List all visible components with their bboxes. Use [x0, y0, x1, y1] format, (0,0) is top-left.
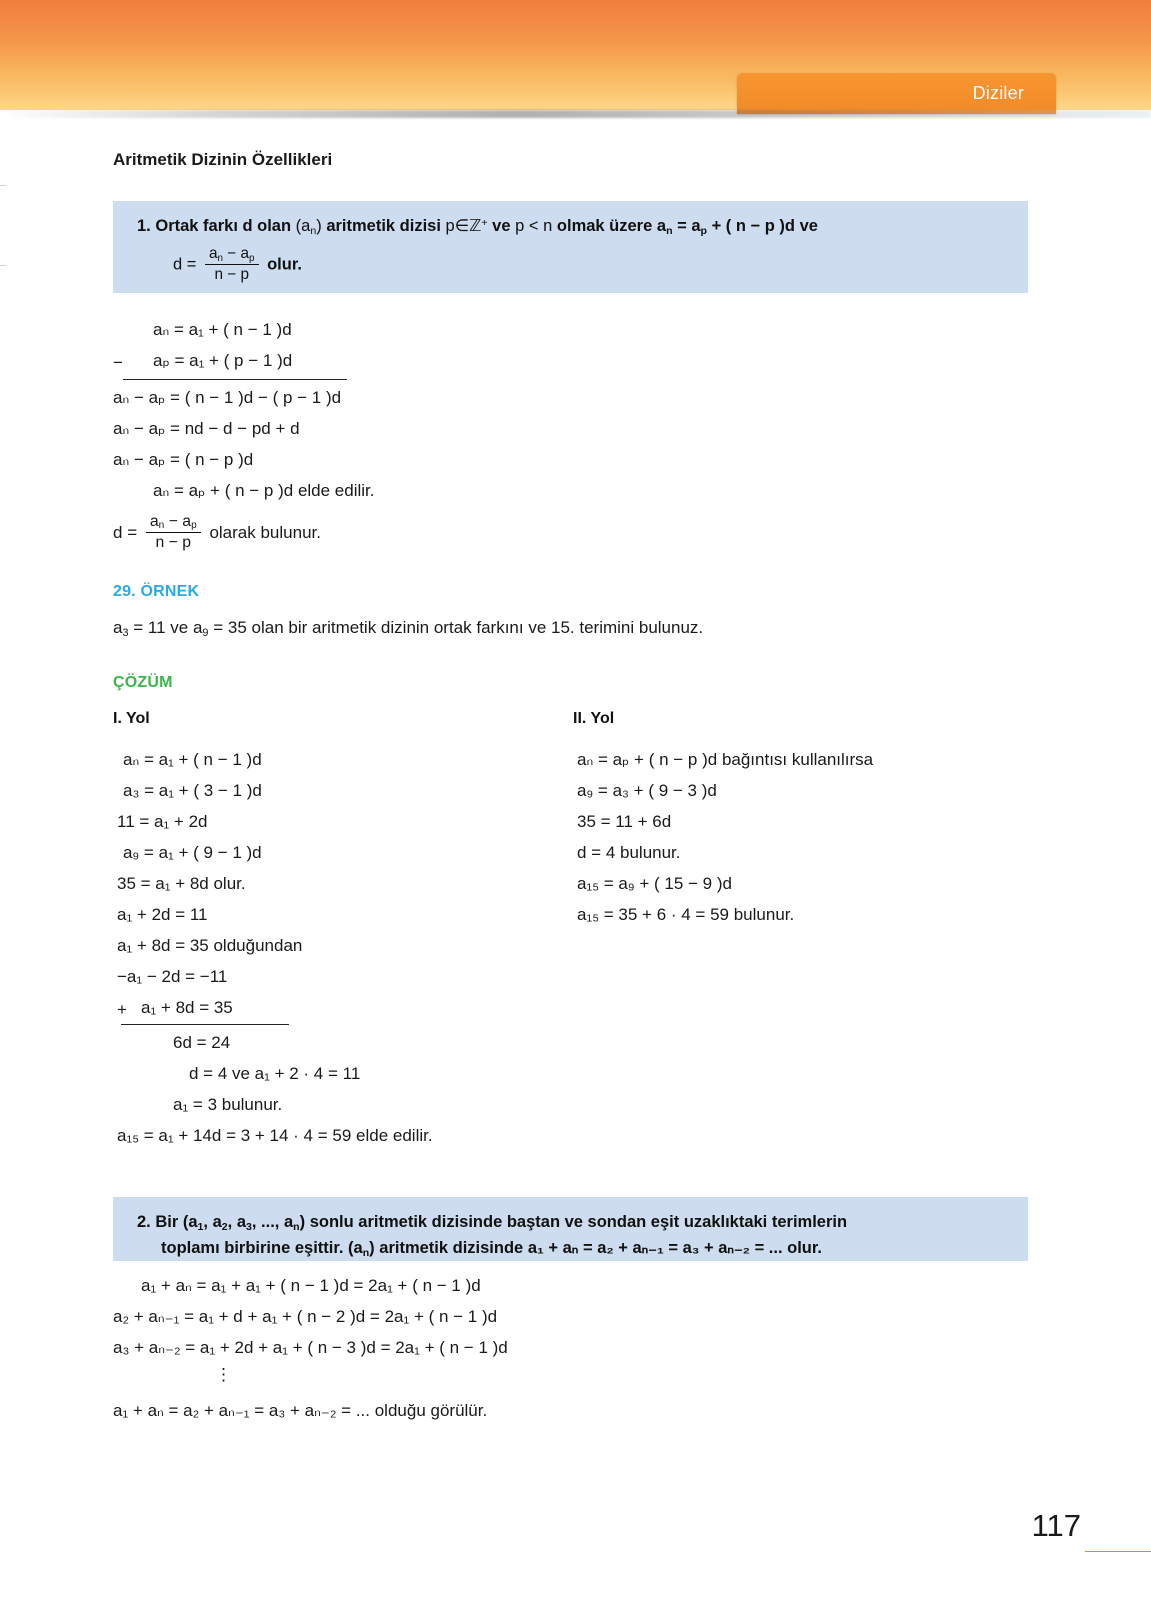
rule-1-formula-rest: + ( n − p )d: [711, 217, 795, 235]
rule-2-text-a: Bir: [155, 1213, 179, 1231]
addition-operator: +: [117, 999, 127, 1019]
rule-1-text-b: aritmetik dizisi: [326, 217, 441, 235]
rule-2-seq-sub-2: 2: [221, 1220, 228, 1233]
derivation-1-final-d: d: [113, 522, 123, 542]
page-number: 117: [1031, 1508, 1081, 1543]
method-1-line-text: a₁ + 8d = 35: [141, 997, 233, 1017]
derivation-1-line: aₙ − aₚ = nd − d − pd + d: [113, 418, 300, 438]
rule-1-cond-lt: <: [528, 217, 539, 235]
rule-2-line2-seq-open: (a: [348, 1238, 363, 1257]
method-2-line: d = 4 bulunur.: [577, 842, 681, 862]
derivation-2-line: a₃ + aₙ₋₂ = a₁ + 2d + a₁ + ( n − 3 )d = 2a₁ + ( n − 1 )d: [113, 1337, 508, 1357]
rule-2-sequence: ($a_1$, $a_2$, $a_3$, ..., $a_n$): [182, 1213, 306, 1233]
edge-mark-bottom: [0, 265, 6, 266]
rule-1-formula-a-sub: n: [666, 224, 673, 237]
solution-heading: ÇÖZÜM: [113, 674, 173, 691]
rule-2-text-b: sonlu aritmetik dizisinde baştan ve sondan eşit uzaklıktaki terimlerin: [309, 1213, 848, 1231]
rule-box-1: [113, 201, 1028, 293]
method-1-line: −a₁ − 2d = −11: [117, 966, 228, 986]
method-2-line: a₉ = a₃ + ( 9 − 3 )d: [577, 780, 717, 800]
rule-1-frac-num-a-sub: n: [217, 252, 224, 264]
method-1-line: 11 = a₁ + 2d: [117, 811, 208, 831]
method-1-line: 6d = 24: [173, 1033, 231, 1053]
method-1-line: a₉ = a₁ + ( 9 − 1 )d: [123, 842, 262, 862]
example-mid1: = 11 ve a: [133, 618, 203, 637]
method-1-rule-line: [121, 1024, 289, 1025]
rule-2-number: 2.: [137, 1213, 151, 1231]
chapter-tab-label: Diziler: [972, 83, 1024, 103]
derivation-1-fraction: [146, 513, 201, 552]
derivation-1-line: aₙ − aₚ = ( n − 1 )d − ( p − 1 )d: [113, 387, 342, 407]
rule-2-line2-formula: a₁ + aₙ = a₂ + aₙ₋₁ = a₃ + aₙ₋₂ = ...: [527, 1238, 783, 1257]
method-1-heading: I. Yol: [113, 710, 150, 727]
rule-box-1-line-1: [137, 215, 1006, 239]
rule-1-seq-sub: n: [310, 224, 317, 237]
derivation-1-line: aₙ = a₁ + ( n − 1 )d: [153, 320, 292, 339]
method-1-line: a₁ + 8d = 35 olduğundan: [117, 935, 303, 955]
rule-1-fraction-numerator: [205, 245, 258, 265]
rule-1-eq: =: [186, 255, 197, 274]
method-1-block: [117, 745, 433, 1152]
method-2-line: 35 = 11 + 6d: [577, 811, 672, 831]
derivation-block-2: [113, 1271, 508, 1427]
derivation-2-line: a₂ + aₙ₋₁ = a₁ + d + a₁ + ( n − 2 )d = 2a₁ + ( n − 1 )d: [113, 1306, 498, 1326]
derivation-1-line: aₙ − aₚ = ( n − p )d: [113, 449, 254, 469]
rule-2-seq-list-1: , a: [203, 1213, 222, 1231]
rule-2-line2-a: toplamı birbirine eşittir.: [161, 1238, 344, 1257]
rule-box-2: [113, 1197, 1028, 1261]
method-1-line: a₁₅ = a₁ + 14d = 3 + 14 · 4 = 59 elde edilir.: [117, 1126, 433, 1146]
rule-2-seq-sub-n: n: [293, 1220, 300, 1233]
method-2-block: [577, 745, 873, 931]
rule-1-formula-eq: =: [677, 217, 687, 235]
rule-2-seq-sub-1: 1: [197, 1220, 204, 1233]
rule-1-text-c: ve: [492, 217, 511, 235]
rule-2-line2-b: aritmetik dizisinde: [379, 1238, 524, 1257]
rule-1-text-e: ve: [799, 217, 818, 235]
method-2-line: aₙ = aₚ + ( n − p )d bağıntısı kullanılırsa: [577, 750, 874, 769]
derivation-1-frac-num-b: − a: [168, 512, 192, 530]
method-1-line: a₃ = a₁ + ( 3 − 1 )d: [123, 780, 262, 800]
subtraction-operator: −: [113, 352, 123, 372]
rule-1-formula-ap: a: [691, 217, 701, 235]
example-a-sub2: 9: [202, 627, 209, 640]
rule-1-text-a: Ortak farkı d olan: [155, 217, 292, 235]
rule-1-cond-z: ℤ: [469, 217, 482, 235]
method-1-line: [117, 993, 433, 1024]
example-mid2: = 35 olan bir aritmetik dizinin ortak farkını ve 15. terimini bulunuz.: [213, 618, 704, 637]
rule-1-cond-zsup: +: [481, 216, 488, 229]
rule-1-fraction-denominator: n − p: [214, 265, 250, 283]
method-1-line: d = 4 ve a₁ + 2 · 4 = 11: [189, 1064, 361, 1084]
derivation-2-vertical-dots: ⋮: [215, 1364, 232, 1384]
rule-1-formula-ap-sub: p: [700, 224, 707, 237]
rule-1-cond-p2: p: [515, 217, 525, 235]
derivation-block-1: [113, 315, 375, 552]
derivation-1-line: aₙ = aₚ + ( n − p )d elde edilir.: [153, 480, 375, 500]
rule-2-line2-end: olur.: [787, 1238, 822, 1257]
derivation-1-rule-line: [123, 379, 347, 380]
derivation-1-frac-num-a-sub: n: [158, 520, 165, 532]
derivation-2-final-line: a₁ + aₙ = a₂ + aₙ₋₁ = a₃ + aₙ₋₂ = ... olduğu görülür.: [113, 1400, 488, 1420]
rule-1-text-d: olmak üzere: [556, 217, 653, 235]
rule-1-formula-a: a: [656, 217, 667, 235]
example-a-sub1: 3: [122, 627, 129, 640]
derivation-1-frac-num-a: a: [149, 512, 159, 530]
rule-1-frac-num-b-sub: p: [249, 252, 255, 264]
method-1-line: 35 = a₁ + 8d olur.: [117, 873, 246, 893]
rule-box-2-line-1: [137, 1211, 1006, 1235]
rule-1-seq-close: ): [316, 217, 322, 235]
rule-1-sequence: [296, 217, 322, 235]
rule-2-seq-open: (a: [182, 1213, 198, 1231]
rule-2-line2-seq-sub: n: [362, 1246, 370, 1259]
rule-2-seq-close: ): [299, 1213, 306, 1231]
footer-rule: [1085, 1551, 1151, 1552]
rule-2-seq-sub-3: 3: [246, 1220, 252, 1233]
method-2-line: a₁₅ = 35 + 6 · 4 = 59 bulunur.: [577, 904, 795, 924]
rule-1-seq-open: (a: [295, 217, 311, 235]
method-1-line: aₙ = a₁ + ( n − 1 )d: [123, 750, 262, 769]
rule-1-fraction: [205, 245, 258, 283]
example-a: a: [113, 618, 123, 637]
rule-box-2-line-2: [137, 1237, 1006, 1261]
method-1-line: a₁ + 2d = 11: [117, 904, 208, 924]
derivation-1-final-line: [113, 513, 375, 552]
rule-1-frac-num-a: a: [209, 244, 218, 262]
derivation-1-final-tail: olarak bulunur.: [209, 522, 321, 542]
example-heading: 29. ÖRNEK: [113, 583, 200, 600]
rule-1-frac-num-b: − a: [227, 244, 250, 262]
rule-1-cond-in: ∈: [454, 217, 470, 235]
derivation-1-line-text: aₚ = a₁ + ( p − 1 )d: [153, 350, 293, 370]
rule-2-seq-list-2: , a: [227, 1213, 247, 1231]
chapter-tab: [737, 73, 1056, 114]
method-2-line: a₁₅ = a₉ + ( 15 − 9 )d: [577, 873, 732, 893]
header-shadow-divider: [0, 110, 1151, 118]
rule-1-formula: [657, 217, 795, 235]
derivation-2-line: a₁ + aₙ = a₁ + a₁ + ( n − 1 )d = 2a₁ + ( n − 1 )d: [141, 1276, 481, 1295]
derivation-1-fraction-numerator: [146, 513, 201, 533]
example-question: [113, 618, 703, 638]
rule-box-1-line-2: [137, 245, 1006, 283]
rule-1-d: d: [173, 255, 183, 274]
edge-mark-top: [0, 185, 6, 186]
derivation-1-frac-num-b-sub: p: [191, 520, 197, 532]
derivation-1-final-eq: =: [127, 522, 138, 542]
derivation-1-line: [113, 346, 375, 377]
rule-1-line2-end: olur.: [267, 255, 302, 274]
method-2-heading: II. Yol: [573, 710, 615, 727]
rule-1-cond-n: n: [543, 217, 553, 235]
page-title: Aritmetik Dizinin Özellikleri: [113, 150, 333, 169]
derivation-1-fraction-denominator: n − p: [155, 533, 192, 551]
rule-1-cond-p: p: [445, 217, 455, 235]
rule-2-line2-seq: [348, 1239, 375, 1257]
rule-1-number: 1.: [137, 217, 151, 235]
rule-2-line2-seq-close: ): [369, 1238, 375, 1257]
method-1-line: a₁ = 3 bulunur.: [173, 1095, 283, 1115]
